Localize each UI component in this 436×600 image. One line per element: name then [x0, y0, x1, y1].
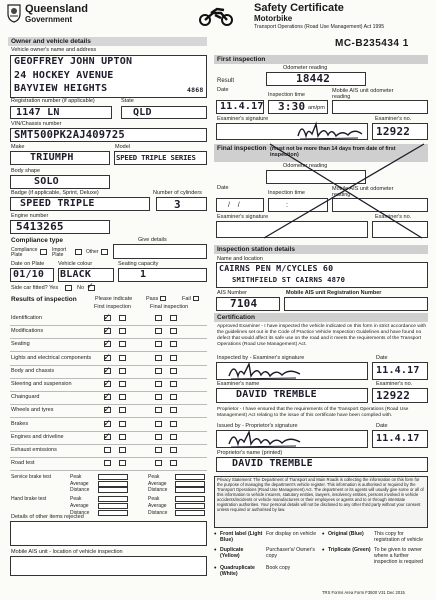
inspection-item-label: Road test [11, 460, 35, 467]
first-date-label: Date [217, 87, 229, 93]
item-first-fail-checkbox[interactable] [119, 394, 126, 400]
item-final-fail-checkbox[interactable] [170, 421, 177, 427]
brake-first-field-label: Peak [70, 474, 82, 480]
inspection-item-label: Exhaust emissions [11, 447, 57, 453]
compliance-opt-1: Compliance Plate [11, 247, 38, 258]
colour-value: BLACK [60, 269, 92, 280]
date-plate-value: 01/10 [13, 269, 45, 280]
pass-tick: ✓ [104, 312, 111, 323]
col-first: First inspection [94, 304, 131, 310]
brake-final-value-box[interactable] [175, 474, 205, 480]
item-final-checkbox[interactable] [155, 341, 162, 347]
proprietor-name-label: Proprietor's name (printed) [217, 450, 283, 456]
seat-box [118, 268, 207, 282]
model-label: Model [115, 144, 130, 150]
first-mobile-box [332, 100, 428, 114]
brake-final-value-box[interactable] [175, 510, 205, 516]
mobile-reg-label: Mobile AIS unit Registration Number [286, 290, 382, 296]
copy-description: Purchaser's/ Owner's copy [266, 547, 315, 559]
inspection-item-label: Lights and electrical components [11, 354, 92, 361]
final-note: (must not be more than 14 days from date of first inspection) [270, 146, 396, 159]
final-odo-label: Odometer reading [283, 163, 328, 169]
body-box [10, 175, 110, 189]
item-final-fail-checkbox[interactable] [170, 341, 177, 347]
first-exno-value: 12922 [376, 125, 411, 138]
badge-value: SPEED TRIPLE [20, 198, 95, 209]
sidecar-no-tick: ✓ [87, 281, 94, 292]
item-final-fail-checkbox[interactable] [170, 447, 177, 453]
body-value: SOLO [34, 176, 59, 187]
legend-prefix: Please indicate [95, 296, 133, 302]
inspection-item-label: Body and chassis [11, 367, 55, 374]
mobile-reg-box [284, 297, 428, 311]
brake-final-value-box[interactable] [175, 487, 205, 493]
doc-subtitle: Motorbike [254, 14, 293, 23]
make-label: Make [11, 144, 25, 150]
col-final: Final inspection [150, 304, 189, 310]
inspection-item-label: Seating [11, 341, 30, 348]
ais-value: 7104 [230, 297, 258, 310]
item-final-fail-checkbox[interactable] [170, 460, 177, 466]
compliance-opt-3: Other [86, 249, 99, 255]
item-final-checkbox[interactable] [155, 355, 162, 361]
item-final-fail-checkbox[interactable] [170, 394, 177, 400]
copy-bullet: • [214, 547, 217, 554]
legend-fail: Fail [182, 296, 191, 302]
final-date-box [216, 198, 264, 212]
brake-first-field-label: Distance [70, 487, 90, 494]
copy-bullet: • [214, 565, 217, 572]
first-exno-label: Examiner's no. [375, 116, 412, 122]
final-time-colon: : [286, 202, 288, 209]
brake-first-value-box[interactable] [98, 474, 128, 480]
item-first-fail-checkbox[interactable] [119, 460, 126, 466]
item-first-fail-checkbox[interactable] [119, 341, 126, 347]
copy-label: Duplicate (Yellow) [220, 547, 244, 559]
inspection-item-label: Engines and driveline [11, 433, 64, 440]
item-first-fail-checkbox[interactable] [119, 421, 126, 427]
body-label: Body shape [11, 168, 41, 174]
first-date-value: 11.4.17 [220, 101, 264, 112]
legend-pass-box [160, 296, 166, 301]
final-section-crossout [262, 140, 428, 242]
sidecar-yes-checkbox[interactable] [65, 285, 72, 291]
brake-final-field-label: Distance [148, 487, 168, 494]
owner-address2: BAYVIEW HEIGHTS [14, 83, 108, 94]
pass-tick: ✓ [104, 338, 111, 350]
date-plate-label: Date on Plate [11, 261, 45, 267]
item-first-fail-checkbox[interactable] [119, 447, 126, 453]
station-name-line2: SMITHFIELD ST CAIRNS 4870 [232, 275, 346, 284]
cyl-label: Number of cylinders [153, 190, 202, 196]
pass-tick: ✓ [104, 378, 111, 389]
final-inspection-title: Final inspection [217, 145, 267, 152]
item-final-checkbox[interactable] [155, 460, 162, 466]
brake-first-value-box[interactable] [98, 496, 128, 502]
brake-first-field-label: Peak [70, 496, 82, 503]
cert-exno-value: 12922 [376, 389, 411, 402]
pass-tick: ✓ [104, 351, 111, 363]
rego-label: Registration number (if applicable) [11, 98, 95, 104]
ais-label: AIS Number [217, 290, 247, 296]
brake-first-value-box[interactable] [98, 481, 128, 487]
copy-bullet: • [322, 531, 325, 538]
inspection-title: Results of inspection [11, 296, 77, 303]
result-label: Result [217, 78, 235, 84]
proprietor-name-value: DAVID TREMBLE [232, 458, 313, 469]
pass-tick: ✓ [104, 430, 111, 442]
station-title: Inspection station details [217, 246, 296, 253]
final-sig-label: Examiner's signature [217, 214, 269, 220]
brake-first-field-label: Distance [70, 509, 90, 516]
item-final-fail-checkbox[interactable] [170, 381, 177, 387]
brake-test-label: Hand brake test [11, 496, 47, 503]
copy-label: Quadruplicate (White) [220, 565, 255, 577]
first-ampm: am/pm [308, 105, 325, 111]
give-details-box [113, 244, 207, 259]
final-date-slashes: / / [228, 202, 240, 209]
compliance-plate-checkbox[interactable] [40, 249, 47, 255]
final-exno-label: Examiner's no. [375, 214, 412, 220]
issued-signature [226, 428, 306, 450]
proprietor-text: Proprietor - I have ensured that the requirements of the Transport Operations (Road Use Management) Act relating to the issue of this certificate have been complied with. [217, 407, 409, 418]
brake-final-field-label: Average [148, 502, 167, 509]
pass-tick: ✓ [104, 364, 111, 376]
item-final-fail-checkbox[interactable] [170, 328, 177, 334]
brake-final-value-box[interactable] [175, 496, 205, 502]
first-signature [296, 120, 366, 142]
cert-exno-label: Examiner's no. [376, 381, 413, 387]
item-final-checkbox[interactable] [155, 368, 162, 374]
other-items-label: Details of other items rejected [11, 514, 84, 520]
item-final-checkbox[interactable] [155, 434, 162, 440]
item-final-checkbox[interactable] [155, 421, 162, 427]
item-final-fail-checkbox[interactable] [170, 407, 177, 413]
privacy-text: Privacy Statement: The Department of Transport and Main Roads is collecting the information on this form for the purpose of managing the department's vehicle register. This information is authorised or required by the Transport Operations (Road Use Management) Act. The department or its agents will usually give some or all of this information to vehicle insurers, statutory entities, lawyers, insolvency entities, persons involved in vehicle accidents/incidents or vehicle manufacturers or their employees or agents and to or through interstate registration authorities. Your personal details will not be disclosed to any other third party without your consent unless required or authorised by law. [217, 477, 424, 512]
gov-line2: Government [25, 15, 73, 24]
item-row-rule [10, 444, 207, 445]
make-value: TRIUMPH [30, 152, 74, 163]
colour-label: Vehicle colour [58, 261, 93, 267]
final-date-label: Date [217, 185, 229, 191]
brake-final-field-label: Peak [148, 496, 160, 503]
brake-first-value-box[interactable] [98, 503, 128, 509]
copy-description: Book copy [266, 565, 291, 571]
mobile-location-box [10, 556, 207, 576]
copy-description: This copy for registration of vehicle [374, 531, 424, 543]
copy-bullet: • [322, 547, 325, 554]
copy-label: Front label (Light Blue) [220, 531, 263, 543]
brake-first-value-box[interactable] [98, 487, 128, 493]
station-name-label: Name and location [217, 256, 263, 262]
inspection-item-label: Wheels and tyres [11, 407, 54, 414]
item-first-fail-checkbox[interactable] [119, 381, 126, 387]
legend-fail-box [193, 296, 199, 301]
item-final-fail-checkbox[interactable] [170, 355, 177, 361]
compliance-opt-2: Import Plate [52, 247, 67, 258]
inspection-item-label: Brakes [11, 420, 29, 427]
rego-value: 1147 LN [16, 107, 60, 118]
item-final-checkbox[interactable] [155, 407, 162, 413]
vin-label: VIN/Chassis number [11, 121, 62, 127]
first-inspection-title: First inspection [217, 56, 266, 63]
first-odo-label: Odometer reading [283, 65, 328, 71]
owner-address1: 24 HOCKEY AVENUE [14, 70, 114, 81]
inspection-item-label: Chainguard [11, 394, 40, 401]
seat-label: Seating capacity [118, 261, 159, 267]
doc-title: Safety Certificate [254, 2, 344, 14]
owner-name-label: Vehicle owner's name and address [11, 47, 97, 53]
vin-value: SMT500PK2AJ409725 [14, 129, 125, 141]
model-value: SPEED TRIPLE SERIES [116, 153, 196, 162]
brake-final-field-label: Average [148, 480, 167, 487]
certification-title: Certification [217, 314, 255, 321]
brake-final-field-label: Distance [148, 509, 168, 516]
other-items-box [10, 521, 207, 546]
item-final-checkbox[interactable] [155, 447, 162, 453]
owner-postcode: 4868 [187, 86, 204, 94]
item-first-checkbox[interactable] [104, 460, 111, 466]
item-final-checkbox[interactable] [155, 328, 162, 334]
inspection-item-label: Identification [11, 315, 42, 321]
first-time-value: 3:30 [278, 100, 306, 113]
final-time-label: Inspection time [268, 190, 305, 196]
brake-first-field-label: Average [70, 480, 89, 487]
station-name-line1: CAIRNS PEN M/CYCLES 60 [219, 263, 334, 273]
item-first-fail-checkbox[interactable] [119, 355, 126, 361]
item-row-rule [10, 470, 207, 471]
legend-pass: Pass [146, 296, 159, 302]
brake-final-value-box[interactable] [175, 503, 205, 509]
inspection-item-label: Steering and suspension [11, 381, 72, 387]
first-mobile-label: Mobile AIS unit odometer reading [332, 88, 394, 101]
item-first-fail-checkbox[interactable] [119, 368, 126, 374]
pass-tick: ✓ [104, 404, 111, 416]
gov-line1: Queensland [25, 3, 88, 15]
item-row-rule [10, 457, 207, 458]
import-plate-checkbox[interactable] [75, 249, 82, 255]
issued-by-label: Issued by - Proprietor's signature [217, 423, 298, 429]
compliance-title: Compliance type [11, 237, 64, 244]
item-final-checkbox[interactable] [155, 394, 162, 400]
cert-date2-label: Date [376, 423, 388, 429]
brake-first-value-box[interactable] [98, 510, 128, 516]
first-odo-value: 18442 [296, 72, 331, 85]
cert-date-label: Date [376, 355, 388, 361]
act-line: Transport Operations (Road Use Management) Act 1995 [254, 24, 385, 30]
engine-label: Engine number [11, 213, 49, 219]
owner-name: GEOFFREY JOHN UPTON [14, 56, 133, 67]
item-final-fail-checkbox[interactable] [170, 434, 177, 440]
form-footer: TRS Forms Area Form F3500 V31 Dec 2015 [322, 590, 405, 595]
inspection-item-label: Modifications [11, 328, 44, 335]
brake-first-field-label: Average [70, 502, 89, 509]
cert-number: MC-B235434 1 [335, 38, 409, 49]
owner-section-title: Owner and vehicle details [11, 38, 91, 45]
state-label: State [121, 98, 134, 104]
examiner-name-value: DAVID TREMBLE [236, 389, 317, 400]
item-first-fail-checkbox[interactable] [119, 407, 126, 413]
engine-value: 5413265 [16, 220, 64, 233]
copy-label: Original (Blue) [328, 531, 364, 537]
state-value: QLD [133, 107, 152, 118]
item-first-fail-checkbox[interactable] [119, 434, 126, 440]
certification-text: Approved Examiner - I have inspected the vehicle indicated on this form in strict accordance with the guidelines set out in the Code of Practice Vehicle Inspection Guidelines and have found no defect that would affect its safe use on the road and it meets the requirements of the Transport Operations (Road Use Management) Act. [217, 324, 427, 347]
pass-tick: ✓ [104, 391, 111, 403]
copy-description: To be given to owner where a further inspection is required [374, 547, 424, 565]
first-time-label: Inspection time [268, 92, 305, 98]
first-sig-label: Examiner's signature [217, 116, 269, 122]
cert-date2-value: 11.4.17 [376, 433, 420, 444]
seat-value: 1 [140, 269, 147, 280]
copy-label: Triplicate (Green) [328, 547, 371, 553]
inspected-by-label: Inspected by - Examiner's signature [217, 355, 305, 361]
mobile-location-label: Mobile AIS unit - location of vehicle inspection [11, 549, 123, 555]
item-first-fail-checkbox[interactable] [119, 315, 126, 321]
give-details-label: Give details [138, 237, 167, 243]
item-final-checkbox[interactable] [155, 315, 162, 321]
pass-tick: ✓ [104, 325, 111, 337]
item-final-checkbox[interactable] [155, 381, 162, 387]
badge-label: Badge (if applicable, Sprint, Deluxe) [11, 190, 99, 196]
item-first-checkbox[interactable] [104, 447, 111, 453]
brake-final-value-box[interactable] [175, 481, 205, 487]
examiner-name-label: Examiner's name [217, 381, 260, 387]
brake-final-field-label: Peak [148, 474, 160, 480]
final-mobile-label: Mobile AIS unit odometer reading [332, 186, 394, 199]
cyl-box [156, 197, 207, 211]
sidecar-no-label: No [77, 285, 85, 291]
copy-bullet: • [214, 531, 217, 538]
pass-tick: ✓ [104, 417, 111, 429]
inspected-signature [226, 360, 306, 382]
sidecar-label: Side car fitted? Yes [11, 285, 59, 291]
item-final-fail-checkbox[interactable] [170, 315, 177, 321]
cyl-value: 3 [174, 198, 181, 211]
copy-description: For display on vehicle [266, 531, 317, 537]
other-checkbox[interactable] [101, 249, 108, 255]
item-first-fail-checkbox[interactable] [119, 328, 126, 334]
qld-crest-logo [6, 3, 22, 23]
item-final-fail-checkbox[interactable] [170, 368, 177, 374]
cert-date-value: 11.4.17 [376, 365, 420, 376]
brake-test-label: Service brake test [11, 474, 52, 480]
motorbike-icon [197, 6, 235, 26]
